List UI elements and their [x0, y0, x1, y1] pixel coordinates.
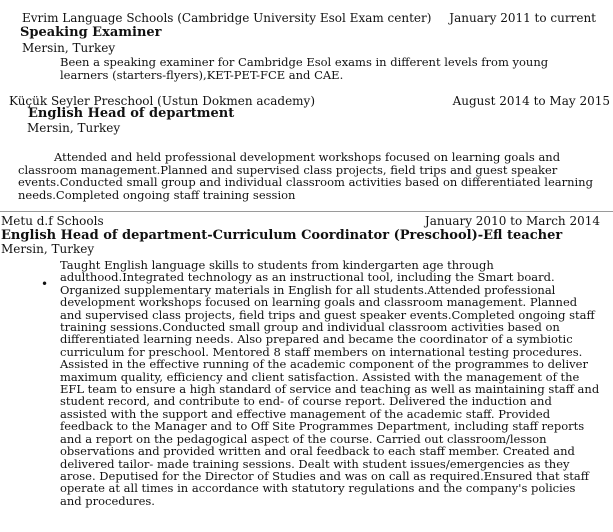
job-description: Taught English language skills to students from kindergarten age through adulthood.Integrated technology as an instructional tool, including the Smart board. Organized supplementary materials in English for all students.Attended professional development workshops focused on learning goals and classroom management. Planned and supervised class projects, field trips and guest speaker events.Completed ongoing staff training sessions.Conducted small group and individual classroom activities based on differentiated learning needs. Also prepared and became the coordinator of a symbiotic curriculum for preschool. Mentored 8 staff members on international testing procedures. Assisted in the effective running of the academic component of the programmes to deliver maximum quality, efficiency and client satisfaction. Assisted with the management of the EFL team to ensure a high standard of service and teaching as well as maintaining staff and student record, and contribute to end- of course report. Delivered the induction and assisted with the support and effective management of the academic staff. Provided feedback to the Manager and to Off Site Programmes Department, including staff reports and a report on the pedagogical aspect of the course. Carried out classroom/lesson observations and provided written and oral feedback to each staff member. Created and delivered tailor- made training sessions. Dealt with student issues/emergencies as they arose. Deputised for the Director of Studies and was on call as required.Ensured that staff operate at all times in accordance with statutory regulations and the company's policies and procedures.	[60, 258, 600, 508]
job-employer: Evrim Language Schools (Cambridge University Esol Exam center)	[22, 11, 432, 25]
job-location: Mersin, Turkey	[1, 242, 95, 256]
job-employer: Küçük Seyler Preschool (Ustun Dokmen academy)	[9, 94, 316, 108]
job-description: Attended and held professional development workshops focused on learning goals and classroom management.Planned and supervised class projects, field trips and guest speaker events.Conducted small group and individual classroom activities based on differentiated learning needs.Completed ongoing staff training session	[18, 150, 593, 202]
job-dates: January 2011 to current	[449, 11, 596, 25]
bullet-marker: •	[41, 277, 49, 291]
job-title: Speaking Examiner	[20, 25, 162, 40]
job-location: Mersin, Turkey	[27, 121, 121, 135]
job-dates: August 2014 to May 2015	[452, 94, 610, 108]
job-title: English Head of department-Curriculum Coordinator (Preschool)-Efl teacher	[1, 228, 563, 243]
job-description: Been a speaking examiner for Cambridge Esol exams in different levels from young learners (starters-flyers),KET-PET-FCE and CAE.	[60, 55, 549, 82]
job-title: English Head of department	[28, 106, 235, 121]
section-divider	[0, 211, 613, 212]
job-dates: January 2010 to March 2014	[424, 214, 600, 228]
job-location: Mersin, Turkey	[22, 41, 116, 55]
job-employer: Metu d.f Schools	[1, 214, 104, 228]
